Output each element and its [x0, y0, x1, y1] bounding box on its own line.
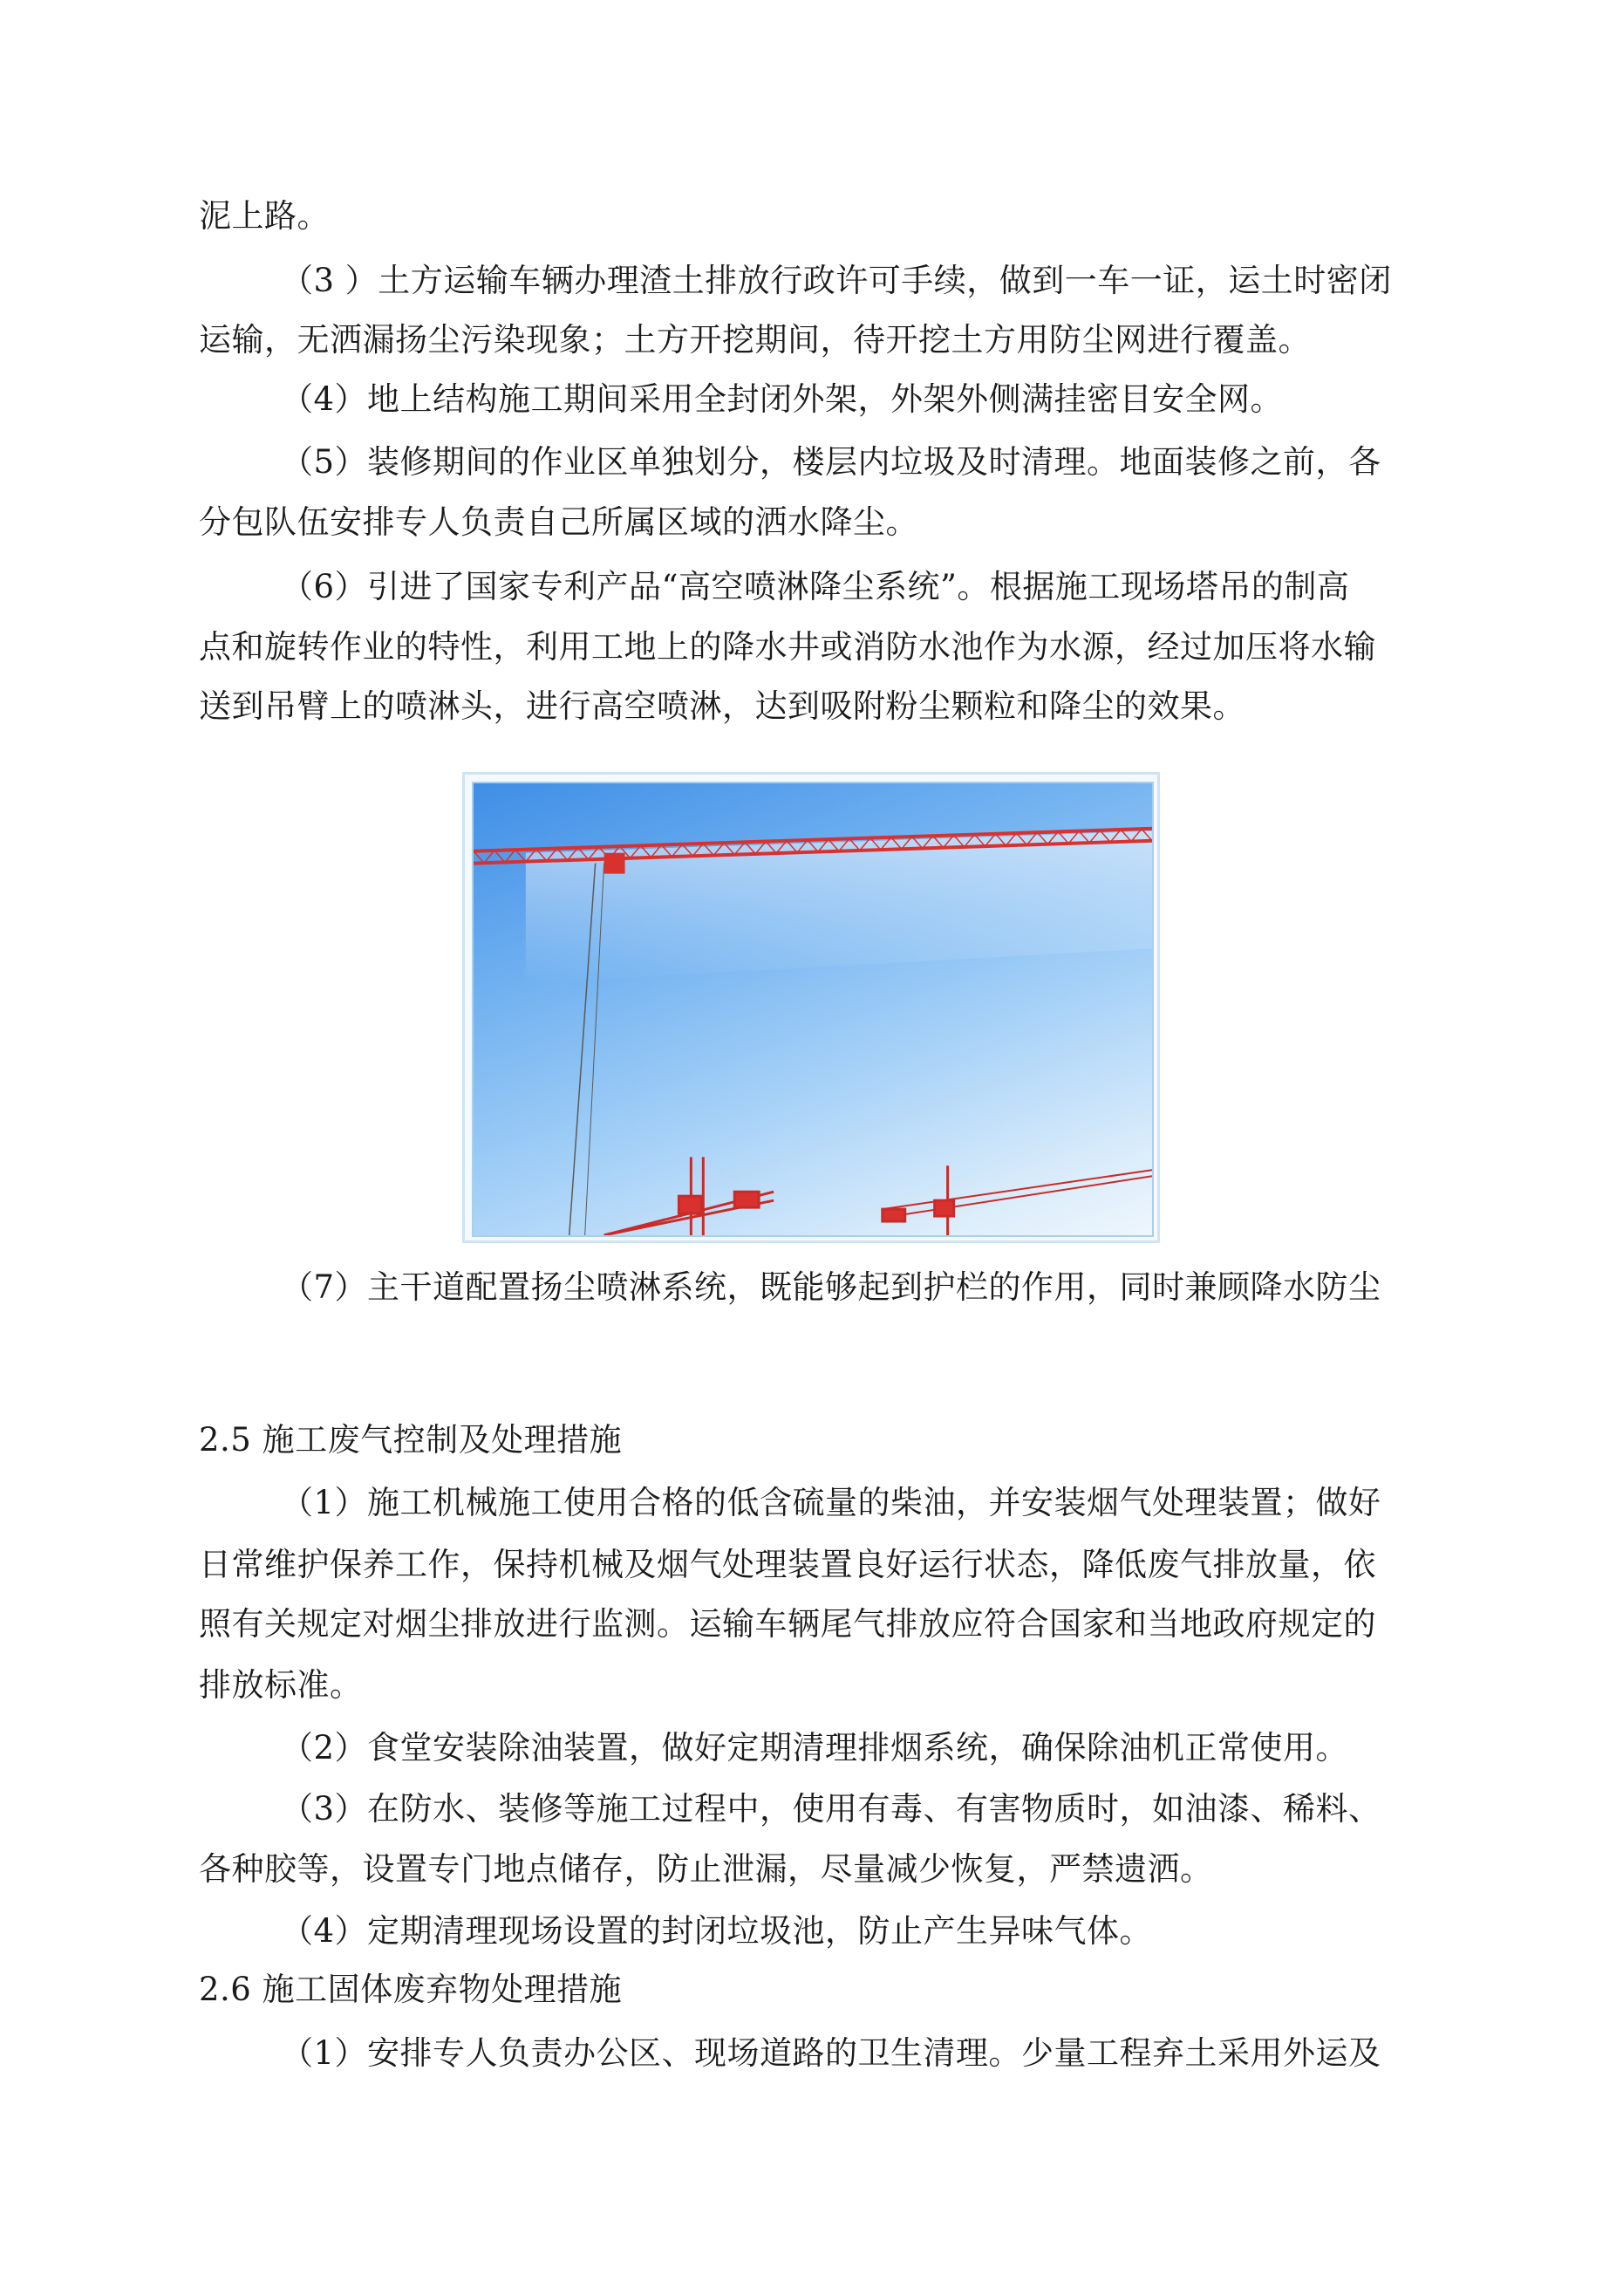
paragraph-line: （3 ）土方运输车辆办理渣土排放行政许可手续，做到一车一证，运土时密闭	[281, 262, 1392, 299]
section-heading-2-5: 2.5 施工废气控制及处理措施	[199, 1421, 623, 1459]
lower-crane-right	[883, 1165, 1152, 1235]
paragraph-line: （2）食堂安装除油装置，做好定期清理排烟系统，确保除油机正常使用。	[281, 1729, 1349, 1766]
paragraph-line: 点和旋转作业的特性，利用工地上的降水井或消防水池作为水源，经过加压将水输	[199, 628, 1376, 666]
paragraph-line: 日常维护保养工作，保持机械及烟气处理装置良好运行状态，降低废气排放量，依	[199, 1546, 1376, 1583]
paragraph-line: （7）主干道配置扬尘喷淋系统，既能够起到护栏的作用，同时兼顾降水防尘	[281, 1268, 1381, 1306]
paragraph-line: 运输，无洒漏扬尘污染现象；土方开挖期间，待开挖土方用防尘网进行覆盖。	[199, 321, 1311, 359]
paragraph-line: （1）安排专人负责办公区、现场道路的卫生清理。少量工程弃土采用外运及	[281, 2034, 1381, 2072]
tower-crane-illustration	[474, 783, 1152, 1235]
section-heading-2-6: 2.6 施工固体废弃物处理措施	[199, 1971, 623, 2008]
paragraph-line: 泥上路。	[199, 197, 330, 235]
paragraph-line: 各种胶等，设置专门地点储存，防止泄漏，尽量减少恢复，严禁遗洒。	[199, 1850, 1213, 1888]
lower-crane-left	[604, 1157, 774, 1235]
paragraph-line: （4）定期清理现场设置的封闭垃圾池，防止产生异味气体。	[281, 1912, 1153, 1950]
paragraph-line: （5）装修期间的作业区单独划分，楼层内垃圾及时清理。地面装修之前，各	[281, 443, 1381, 481]
paragraph-line: 分包队伍安排专人负责自己所属区域的洒水降尘。	[199, 503, 918, 541]
paragraph-line: 送到吊臂上的喷淋头，进行高空喷淋，达到吸附粉尘颗粒和降尘的效果。	[199, 687, 1245, 725]
photo-frame	[472, 782, 1154, 1237]
paragraph-line: 照有关规定对烟尘排放进行监测。运输车辆尾气排放应符合国家和当地政府规定的	[199, 1605, 1376, 1643]
paragraph-line: 排放标准。	[199, 1666, 363, 1704]
paragraph-line: （4）地上结构施工期间采用全封闭外架，外架外侧满挂密目安全网。	[281, 380, 1284, 418]
crane-trolley	[604, 853, 625, 874]
paragraph-line: （6）引进了国家专利产品“高空喷淋降尘系统”。根据施工现场塔吊的制高	[281, 568, 1350, 605]
paragraph-line: （3）在防水、装修等施工过程中，使用有毒、有害物质时，如油漆、稀料、	[281, 1790, 1381, 1828]
crane-spray-photo	[462, 772, 1160, 1243]
paragraph-line: （1）施工机械施工使用合格的低含硫量的柴油，并安装烟气处理装置；做好	[281, 1484, 1381, 1521]
